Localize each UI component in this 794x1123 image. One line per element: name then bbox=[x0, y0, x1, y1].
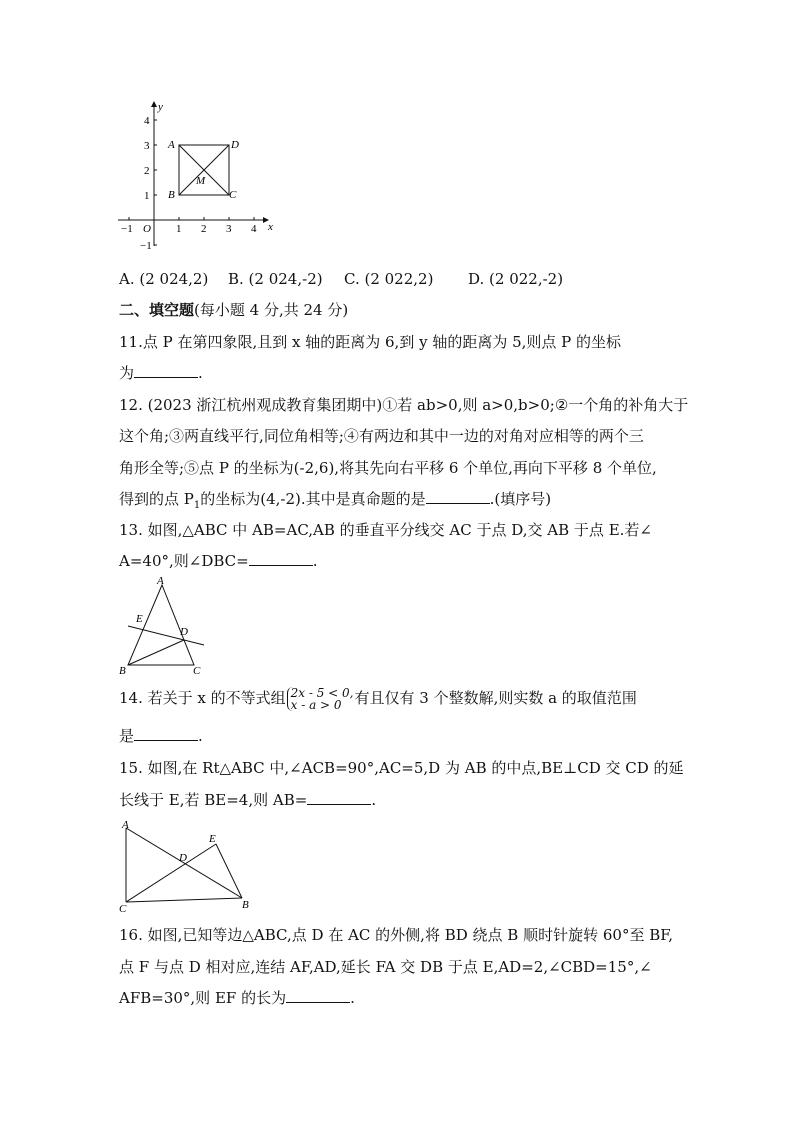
triangle-figure-q13 bbox=[116, 575, 216, 677]
point-d-label: D bbox=[231, 139, 239, 151]
y-tick-label: 4 bbox=[144, 115, 150, 127]
point-c-label: C bbox=[119, 903, 127, 914]
q12-line3: 角形全等;⑤点 P 的坐标为(-2,6),将其先向右平移 6 个单位,再向下平移 8 个单位, bbox=[119, 459, 657, 477]
x-tick-label: 1 bbox=[176, 223, 182, 235]
axis-x-label: x bbox=[268, 221, 273, 233]
point-b-label: B bbox=[119, 665, 126, 677]
q11-line2: 为 . bbox=[119, 364, 203, 382]
answer-blank[interactable] bbox=[426, 489, 490, 504]
q16-line2: 点 F 与点 D 相对应,连结 AF,AD,延长 FA 交 DB 于点 E,AD=2,∠CBD=15°,∠ bbox=[119, 958, 652, 976]
q14-line1: 14. 若关于 x 的不等式组 2x - 5 < 0, x - a > 0 有且仅有 3 个整数解,则实数 a 的取值范围 bbox=[119, 686, 637, 712]
q13-line2: A=40°,则∠DBC= . bbox=[119, 552, 318, 570]
q16-line3: AFB=30°,则 EF 的长为 . bbox=[119, 989, 355, 1007]
point-m-label: M bbox=[196, 175, 206, 187]
option-a: A. (2 024,2) bbox=[119, 270, 209, 288]
x-tick-label: 2 bbox=[201, 223, 207, 235]
option-d: D. (2 022,-2) bbox=[468, 270, 564, 288]
y-tick-label: 3 bbox=[144, 140, 150, 152]
q12-line1: 12. (2023 浙江杭州观成教育集团期中)①若 ab>0,则 a>0,b>0;②一个角的补角大于 bbox=[119, 396, 689, 414]
q11-line1: 11.点 P 在第四象限,且到 x 轴的距离为 6,到 y 轴的距离为 5,则点 P 的坐标 bbox=[119, 333, 622, 351]
y-tick-label: 2 bbox=[144, 165, 150, 177]
axis-y-label: y bbox=[158, 101, 163, 113]
point-a-label: A bbox=[168, 139, 175, 151]
point-e-label: E bbox=[136, 613, 143, 625]
option-b: B. (2 024,-2) bbox=[228, 270, 323, 288]
point-a-label: A bbox=[157, 575, 164, 587]
q15-line1: 15. 如图,在 Rt△ABC 中,∠ACB=90°,AC=5,D 为 AB 的中点,BE⊥CD 交 CD 的延 bbox=[119, 759, 684, 777]
y-tick-label: 1 bbox=[144, 190, 150, 202]
q13-line1: 13. 如图,△ABC 中 AB=AC,AB 的垂直平分线交 AC 于点 D,交 AB 于点 E.若∠ bbox=[119, 521, 652, 539]
point-c-label: C bbox=[229, 189, 237, 201]
point-b-label: B bbox=[242, 899, 249, 911]
x-tick-label: 4 bbox=[251, 223, 257, 235]
q12-line2: 这个角;③两直线平行,同位角相等;④有两边和其中一边的对角对应相等的两个三 bbox=[119, 427, 644, 445]
point-b-label: B bbox=[168, 189, 175, 201]
point-d-label: D bbox=[180, 626, 188, 638]
answer-blank[interactable] bbox=[249, 551, 313, 566]
x-tick-label: −1 bbox=[121, 223, 133, 235]
triangle-figure-q15 bbox=[116, 816, 262, 914]
q14-line2: 是 . bbox=[119, 727, 203, 745]
q12-line4: 得到的点 $P_1$的坐标为(4,-2).其中是真命题的是 .(填序号) bbox=[119, 490, 552, 511]
answer-blank[interactable] bbox=[134, 363, 198, 378]
point-d-label: D bbox=[179, 852, 187, 864]
y-tick-label: −1 bbox=[140, 240, 152, 252]
section-title: 二、填空题 bbox=[119, 301, 195, 319]
section-heading bbox=[119, 300, 348, 320]
section-note: (每小题 4 分,共 24 分) bbox=[194, 301, 349, 319]
answer-blank[interactable] bbox=[286, 988, 350, 1003]
option-c: C. (2 022,2) bbox=[344, 270, 434, 288]
point-c-label: C bbox=[193, 665, 201, 677]
answer-blank[interactable] bbox=[307, 790, 371, 805]
point-e-label: E bbox=[209, 833, 216, 845]
q15-line2: 长线于 E,若 BE=4,则 AB= . bbox=[119, 791, 377, 809]
inequality-system: 2x - 5 < 0, x - a > 0 bbox=[287, 687, 354, 711]
coordinate-figure bbox=[112, 96, 280, 256]
point-a-label: A bbox=[122, 819, 129, 831]
x-tick-label: 3 bbox=[226, 223, 232, 235]
origin-label: O bbox=[143, 223, 151, 235]
answer-blank[interactable] bbox=[134, 726, 198, 741]
q16-line1: 16. 如图,已知等边△ABC,点 D 在 AC 的外侧,将 BD 绕点 B 顺时针旋转 60°至 BF, bbox=[119, 926, 674, 944]
